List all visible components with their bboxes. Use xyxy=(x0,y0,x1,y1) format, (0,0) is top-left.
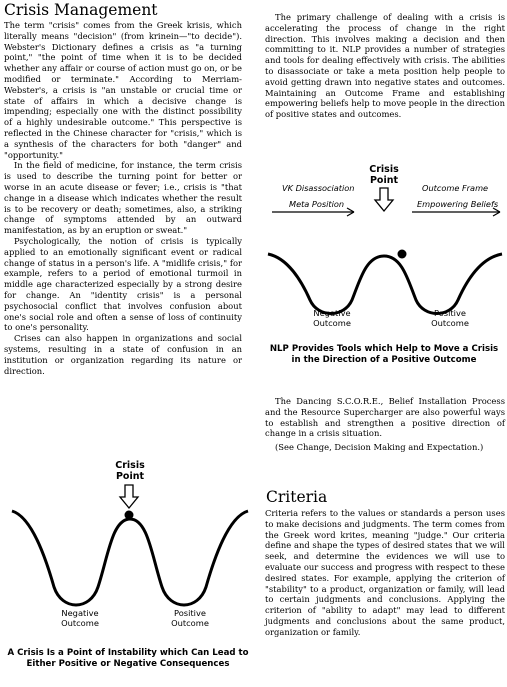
positive-outcome-label: Outcome xyxy=(171,618,209,628)
paragraph: Psychologically, the notion of crisis is typically applied to an emotionally significant event or radical change of status in a person's life. A "midlife crisis," for example, refers to a period of emotional turmoil in middle age characterized especially by a strong desire for change. An "identity crisis" is a personal psychosocial conflict that involves confusion about one's social role and often a sense of loss of continuity to one's personality. xyxy=(4,235,242,333)
negative-outcome-label: Outcome xyxy=(313,318,351,328)
left-column xyxy=(4,20,242,376)
crisis-point-label: Crisis xyxy=(369,164,399,175)
negative-outcome-label: Outcome xyxy=(61,618,99,628)
figure-caption: NLP Provides Tools which Help to Move a Crisis in the Direction of a Positive Outcome xyxy=(269,344,499,365)
negative-outcome-label: Negative xyxy=(313,308,351,318)
positive-outcome-label: Positive xyxy=(174,608,206,618)
nlp-tools-diagram xyxy=(262,162,507,372)
paragraph: Crises can also happen in organizations and social systems, resulting in a state of confusion in an institution or organization regarding its nature or direction. xyxy=(4,333,242,376)
section-title-criteria: Criteria xyxy=(266,488,328,506)
meta-position-label: Meta Position xyxy=(289,199,345,209)
paragraph: The primary challenge of dealing with a crisis is accelerating the process of change in the right direction. This involves making a decision and then committing to it. NLP provides a number of strategies and tools for dealing effectively with crisis. The abilities to disassociate or take a meta position help people to avoid getting drawn into negative states and outcomes. Maintaining an Outcome Frame and establishing empowering beliefs help to move people in the direction of positive states and outcomes. xyxy=(265,12,505,120)
right-column xyxy=(265,12,505,120)
paragraph: Criteria refers to the values or standards a person uses to make decisions and judgments. The term comes from the Greek word krites, meaning "judge." Our criteria define and shape the types of desired states that we will seek, and determine the evidences we will use to evaluate our success and progress with respect to these desired states. For example, applying the criterion of "stability" to a product, organization or family, will lead to certain judgments and conclusions. Applying the criterion of "ability to adapt" may lead to different judgments and conclusions about the same product, organization or family. xyxy=(265,508,505,637)
positive-outcome-label: Positive xyxy=(434,308,466,318)
crisis-point-label: Point xyxy=(115,471,145,482)
positive-outcome-label: Outcome xyxy=(431,318,469,328)
section-title-crisis-management: Crisis Management xyxy=(4,1,158,19)
empowering-beliefs-label: Empowering Beliefs xyxy=(417,199,499,209)
arrow-down-icon xyxy=(375,188,393,211)
disassociation-label: VK Disassociation xyxy=(282,183,355,193)
crisis-point-diagram xyxy=(0,455,260,687)
right-column-lower xyxy=(265,396,505,453)
paragraph: In the field of medicine, for instance, the term crisis is used to describe the turning point for better or worse in an acute disease or fever; i.e., crisis is "that change in a disease which indicates whether the result is to be recovery or death; sometimes, also, a striking change of symptoms attended by an outward manifestation, as by an eruption or sweat." xyxy=(4,160,242,236)
crisis-wave-graphic xyxy=(0,483,260,633)
paragraph: The term "crisis" comes from the Greek krisis, which literally means "decision" (from krinein—"to decide"). Webster's Dictionary defines a crisis as "a turning point," "the point of time when it is to be decided whether any affair or course of action must go on, or be modified or terminate." According to Merriam-Webster's, a crisis is "an unstable or crucial time or state of affairs in which a decisive change is impending; especially one with the distinct possibility of a highly undesirable outcome." This perspective is reflected in the Chinese character for "crisis," which is a synthesis of the characters for both "danger" and "opportunity." xyxy=(4,20,242,160)
instability-ball-icon xyxy=(125,511,134,520)
arrow-down-icon xyxy=(120,485,138,508)
instability-ball-icon xyxy=(398,250,407,259)
paragraph: The Dancing S.C.O.R.E., Belief Installation Process and the Resource Supercharger are also powerful ways to establish and strengthen a positive direction of change in a crisis situation. xyxy=(265,396,505,439)
crisis-curve xyxy=(12,511,248,605)
negative-outcome-label: Negative xyxy=(61,608,99,618)
outcome-frame-label: Outcome Frame xyxy=(422,183,489,193)
figure-caption: A Crisis Is a Point of Instability which Can Lead to Either Positive or Negative Consequences xyxy=(7,648,249,669)
criteria-section xyxy=(265,508,505,638)
crisis-curve xyxy=(268,254,502,314)
see-also-note: (See Change, Decision Making and Expectation.) xyxy=(275,442,484,453)
crisis-point-label: Point xyxy=(369,175,399,186)
crisis-point-label: Crisis xyxy=(115,460,145,471)
